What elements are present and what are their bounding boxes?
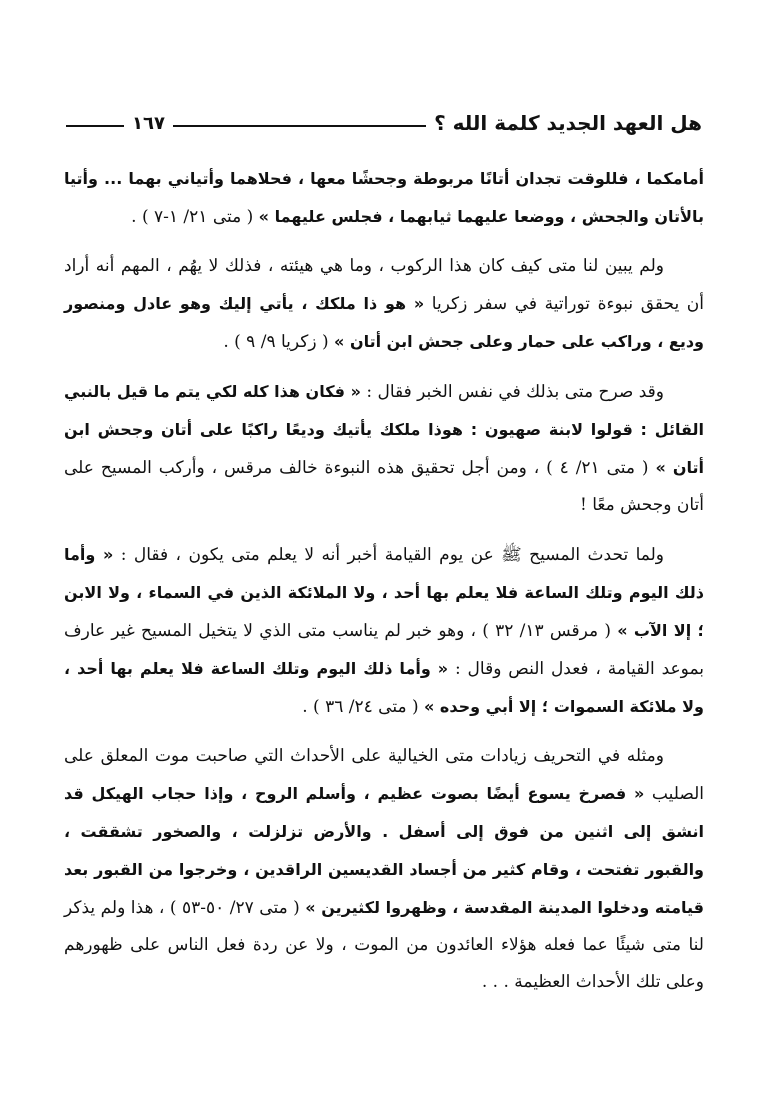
header-rule — [173, 125, 426, 127]
header-rule-end — [66, 125, 124, 127]
book-title: هل العهد الجديد كلمة الله ؟ — [434, 111, 702, 135]
quote-text: أمامكما ، فللوقت تجدان أتانًا مربوطة وجحشًا معها ، فحلاهما وأتياني بهما ... وأتيا بالأتان والجحش ، ووضعا عليهما ثيابهما ، فجلس عليهما » — [64, 169, 704, 226]
running-header — [66, 104, 702, 142]
body-text: ( مرقس ١٣/ ٣٢ ) ، وهو خبر لم يناسب متى الذي لا يتخيل المسيح غير عارف بموعد القيامة ، فعدل النص وقال : — [64, 621, 705, 679]
paragraph-4 — [64, 536, 704, 726]
page-number: ١٦٧ — [132, 112, 165, 134]
body-text: ومثله في التحريف زيادات متى الخيالية على الأحداث التي صاحبت موت المعلق على الصليب — [64, 746, 705, 804]
quote-text: « فكان هذا كله لكي يتم ما قيل بالنبي القائل : قولوا لابنة صهيون : هوذا ملكك يأتيك وديعًا راكبًا على أتان وجحش ابن أتان » — [64, 382, 705, 477]
body-text: ولما تحدث المسيح ﷺ عن يوم القيامة أخبر أنه لا يعلم متى يكون ، فقال : — [113, 545, 665, 565]
quote-text: « وأما ذلك اليوم وتلك الساعة فلا يعلم بها أحد ، ولا الملائكة الذين في السماء ، ولا الابن ؛ إلا الآب » — [64, 545, 704, 640]
quote-text: « وأما ذلك اليوم وتلك الساعة فلا يعلم بها أحد ، ولا ملائكة السموات ؛ إلا أبي وحده » — [64, 659, 704, 716]
body-text: ( متى ٢١/ ٤ ) ، ومن أجل تحقيق هذه النبوءة خالف مرقس ، وأركب المسيح على أتان وجحش معًا ! — [64, 458, 704, 515]
paragraph-2 — [64, 248, 704, 361]
quote-text: « فصرخ يسوع أيضًا بصوت عظيم ، وأسلم الروح ، وإذا حجاب الهيكل قد انشق إلى اثنين من فوق إلى أسفل . والأرض تزلزلت ، والصخور تشققت ، والقبور تفتحت ، وقام كثير من أجساد القديسين الراقدين ، وخرجوا من القبور بعد قيامته ودخلوا المدينة المقدسة ، وظهروا لكثيرين » — [64, 784, 705, 917]
paragraph-5 — [64, 738, 704, 1001]
citation-text: ( متى ٢٤/ ٣٦ ) . — [302, 697, 424, 717]
body-text: ( متى ٢٧/ ٥٠-٥٣ ) ، هذا ولم يذكر لنا متى شيئًا عما فعله هؤلاء العائدون من الموت ، ولا عن ردة فعل الناس على ظهورهم وعلى تلك الأحداث العظيمة . . . — [64, 898, 704, 992]
body-text: ولم يبين لنا متى كيف كان هذا الركوب ، وما هي هيئته ، فذلك لا يهُم ، المهم أنه أراد أن يحقق نبوءة توراتية في سفر زكريا — [64, 256, 704, 314]
quote-text: « هو ذا ملكك ، يأتي إليك وهو عادل ومنصور وديع ، وراكب على حمار وعلى جحش ابن أتان » — [64, 294, 704, 351]
paragraph-1 — [64, 160, 704, 236]
body-text: وقد صرح متى بذلك في نفس الخبر فقال : — [360, 382, 665, 402]
paragraph-3 — [64, 373, 704, 524]
page-body — [64, 160, 704, 1013]
citation-text: ( زكريا ٩/ ٩ ) . — [223, 332, 335, 352]
citation-text: ( متى ٢١/ ١-٧ ) . — [131, 207, 259, 227]
